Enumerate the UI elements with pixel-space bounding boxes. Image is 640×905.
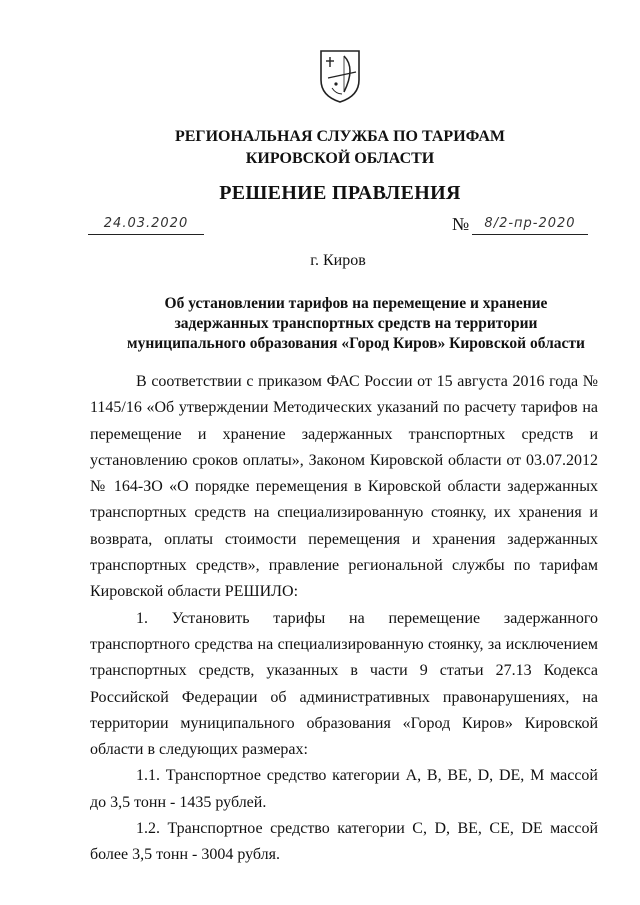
org-line-1: РЕГИОНАЛЬНАЯ СЛУЖБА ПО ТАРИФАМ: [174, 128, 506, 145]
item-1-2-paragraph: 1.2. Транспортное средство категории C, D, BE, CE, DE массой более 3,5 тонн - 3004 рубля.: [90, 820, 598, 864]
decision-date: 24.03.2020: [88, 216, 204, 235]
decision-subject: [116, 294, 596, 354]
preamble-paragraph: В соответствии с приказом ФАС России от 15 августа 2016 года № 1145/16 «Об утверждении Методических указаний по расчету тарифов на перемещение и хранение задержанных транспортных средств и установлению сроков оплаты», Законом Кировской области от 03.07.2012 № 164-ЗО «О порядке перемещения в Кировской области задержанных транспортных средств на специализированную стоянку, их хранения и возврата, оплаты стоимости перемещения и хранения задержанных транспортных средств», правление региональной службы по тарифам Кировской области РЕШИЛО:: [90, 373, 598, 601]
subject-line-1: Об установлении тарифов на перемещение и хранение: [164, 295, 548, 312]
subject-line-2: задержанных транспортных средств на территории: [174, 315, 538, 332]
org-line-2: КИРОВСКОЙ ОБЛАСТИ: [245, 150, 435, 167]
coat-of-arms-icon: [318, 48, 362, 104]
number-label: №: [452, 214, 470, 234]
organization-name: [0, 126, 640, 170]
decision-title: РЕШЕНИЕ ПРАВЛЕНИЯ: [219, 182, 461, 204]
city-name: г. Киров: [310, 252, 366, 269]
subject-line-3: муниципального образования «Город Киров» Кировской области: [127, 335, 585, 352]
item-1-1-paragraph: 1.1. Транспортное средство категории A, B, BE, D, DE, M массой до 3,5 тонн - 1435 рублей.: [90, 767, 598, 811]
item-1-paragraph: 1. Установить тарифы на перемещение задержанного транспортного средства на специализированную стоянку, за исключением транспортных средств, указанных в части 9 статьи 27.13 Кодекса Российской Федерации об административных правонарушениях, на территории муниципального образования «Город Киров» Кировской области в следующих размерах:: [90, 609, 598, 759]
decision-number: 8/2-пр-2020: [472, 216, 588, 235]
decision-body: [90, 369, 598, 869]
